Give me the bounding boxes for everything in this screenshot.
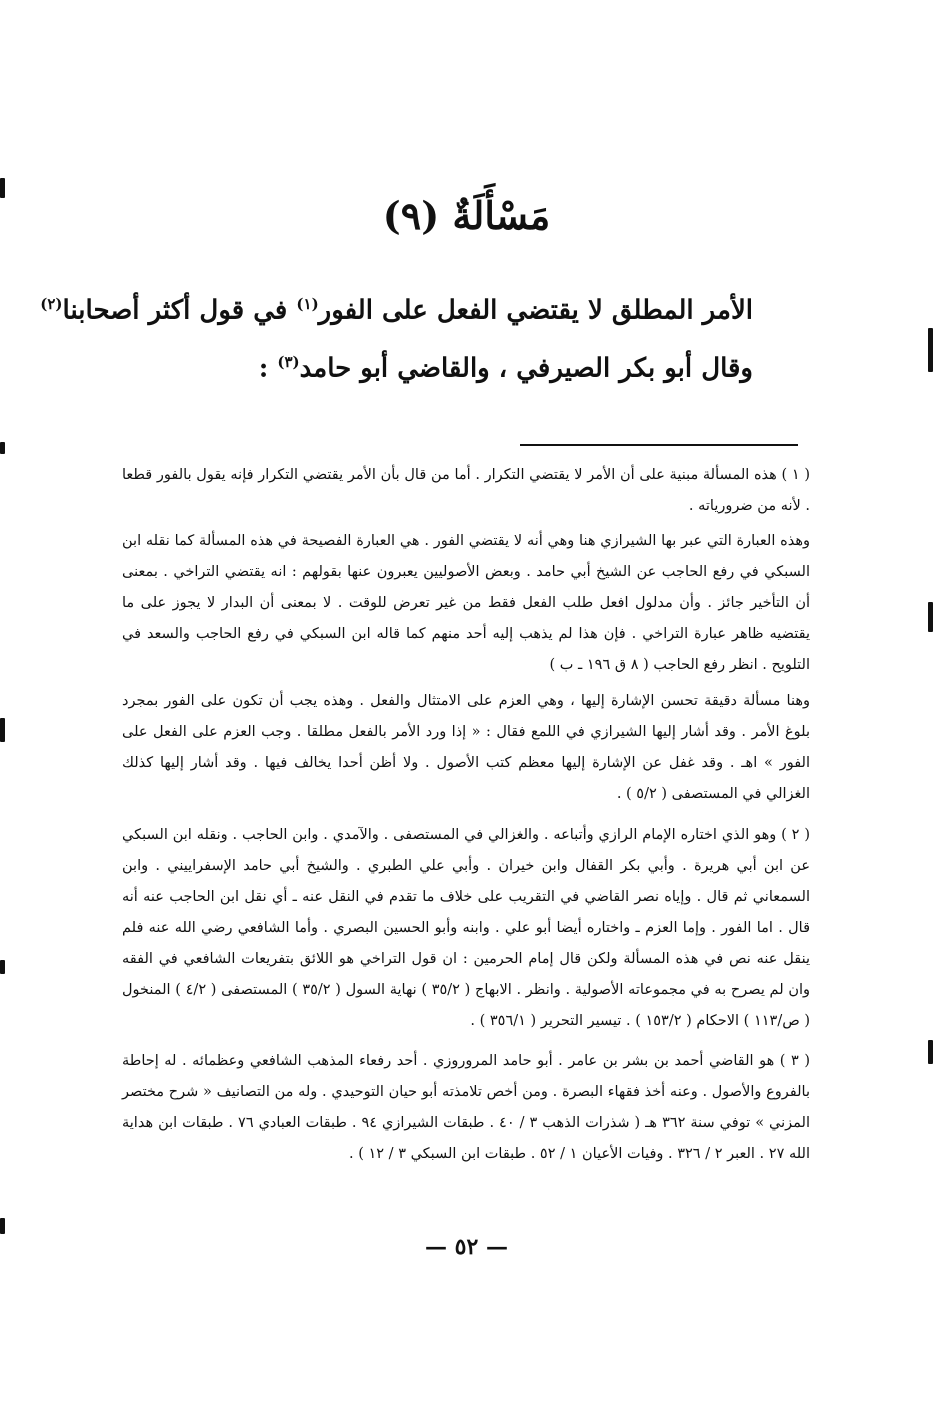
page-number: — ٥٢ — xyxy=(425,1234,508,1260)
section-heading: مَسْأَلَةٌ (٩) xyxy=(382,193,551,238)
issue-title-line-1: الأمر المطلق لا يقتضي الفعل على الفور$^{(١)}$ في قول أكثر أصحابنا$^{(٢)}$ xyxy=(40,295,753,326)
margin-mark xyxy=(0,960,5,974)
margin-mark xyxy=(928,328,933,372)
footnote-1-paragraph-1: ( ١ ) هذه المسألة مبنية على أن الأمر لا يقتضي التكرار . أما من قال بأن الأمر يقتضي التكرار فإنه يقول بالفور قطعا . لأنه من ضرورياته . xyxy=(122,467,810,514)
footnote-1-paragraph-3: وهنا مسألة دقيقة تحسن الإشارة إليها ، وهي العزم على الامتثال والفعل . وهذه يجب أن تكون على الفور بمجرد بلوغ الأمر . وقد أشار إليها الشيرازي في اللمع فقال : « إذا ورد الأمر بالفعل مطلقا . وجب العزم على الفعل على الفور » اهـ . وقد غفل عن الإشارة إليها معظم كتب الأصول . ولا أظن أحدا يخالف فيها . وقد أشار إليها كذلك الغزالي في المستصفى ( ٥/٢ ) . xyxy=(122,693,810,802)
footnote-divider xyxy=(520,444,798,446)
issue-title-line-2: وقال أبو بكر الصيرفي ، والقاضي أبو حامد$^{(٣)}$ : xyxy=(258,353,753,384)
margin-mark xyxy=(0,718,5,742)
margin-mark xyxy=(0,442,5,454)
margin-mark xyxy=(928,602,933,632)
margin-mark xyxy=(928,1040,933,1064)
footnote-3: ( ٣ ) هو القاضي أحمد بن بشر بن عامر . أبو حامد المروروزي . أحد رفعاء المذهب الشافعي وعظمائه . له إحاطة بالفروع والأصول . وعنه أخذ فقهاء البصرة . ومن أخص تلامذته أبو حيان التوحيدي . وله من التصانيف « شرح مختصر المزني » توفي سنة ٣٦٢ هـ ( شذرات الذهب ٣ / ٤٠ . طبقات الشيرازي ٩٤ . طبقات العبادي ٧٦ . طبقات ابن هداية الله ٢٧ . العبر ٢ / ٣٢٦ . وفيات الأعيان ١ / ٥٢ . طبقات ابن السبكي ٣ / ١٢ ) . xyxy=(122,1053,810,1162)
footnote-2: ( ٢ ) وهو الذي اختاره الإمام الرازي وأتباعه . والغزالي في المستصفى . والآمدي . وابن الحاجب . ونقله ابن السبكي عن ابن أبي هريرة . وأبي بكر القفال وابن خيران . وأبي علي الطبري . والشيخ أبي حامد الإسفراييني . وابن السمعاني ثم قال . وإياه نصر القاضي في التقريب على خلاف ما تقدم في النقل عنه ـ أي نقل ابن الحاجب عنه أنه قال . اما الفور . وإما العزم ـ واختاره أيضا أبو علي . وابنه وأبو الحسين البصري . وأما الشافعي رضي الله عنه فلم ينقل عنه نص في هذه المسألة ولكن قال إمام الحرمين : ان قول التراخي هو اللائق بتفريعات الشافعي في الفقه وان لم يصرح به في مجموعاته الأصولية . وانظر . الابهاج ( ٣٥/٢ ) نهاية السول ( ٣٥/٢ ) المستصفى ( ٤/٢ ) المنخول ( ص/١١٣ ) الاحكام ( ١٥٣/٢ ) . تيسير التحرير ( ٣٥٦/١ ) . xyxy=(122,827,810,1029)
footnote-1-paragraph-2: وهذه العبارة التي عبر بها الشيرازي هنا وهي أنه لا يقتضي الفور . هي العبارة الفصيحة في هذه المسألة كما نقله ابن السبكي في رفع الحاجب عن الشيخ أبي حامد . وبعض الأصوليين يعبرون عنها بقولهم : انه يقتضي التراخي . بمعنى أن التأخير جائز . وأن مدلول افعل طلب الفعل فقط من غير تعرض للوقت . لا بمعنى أن البدار لا يجوز على ما يقتضيه ظاهر عبارة التراخي . فإن هذا لم يذهب إليه أحد منهم كما قاله ابن السبكي في رفع الحاجب والسعد في التلويح . انظر رفع الحاجب ( ٨ ق ١٩٦ ـ ب ) xyxy=(122,533,810,673)
